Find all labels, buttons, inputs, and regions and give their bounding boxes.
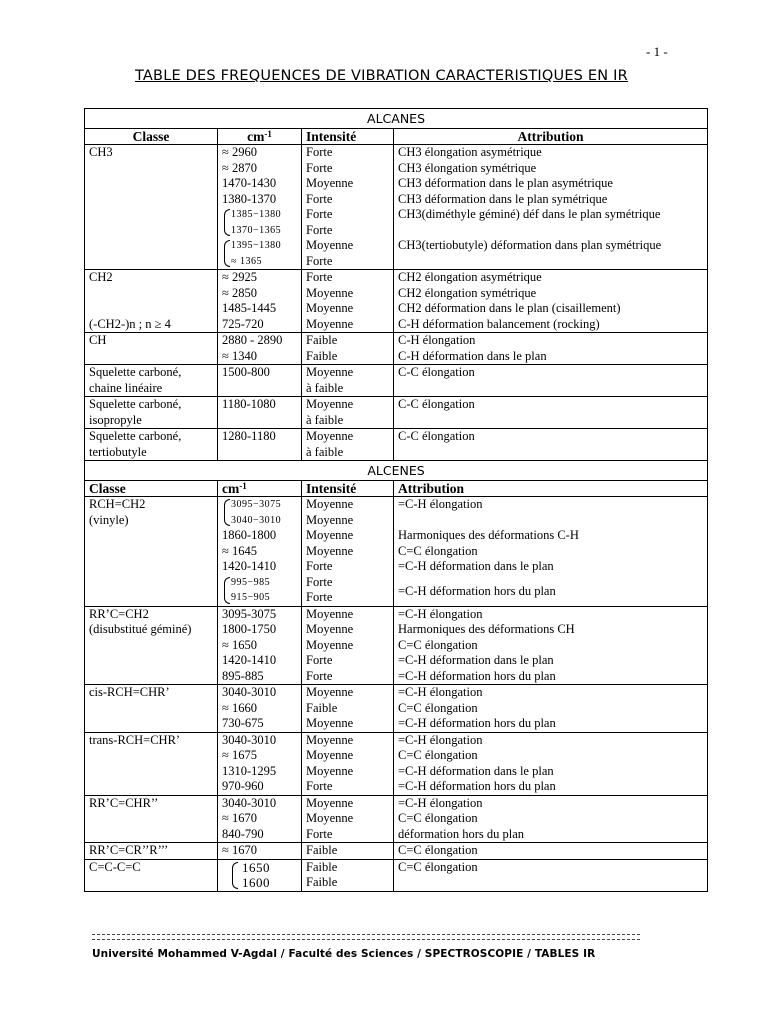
- brace-group: [222, 238, 297, 269]
- classe-line: (vinyle): [89, 512, 129, 527]
- cell-line: C-H élongation: [398, 333, 476, 347]
- classe-line: RCH=CH2: [89, 497, 146, 511]
- cell-frequency: [218, 365, 302, 397]
- cell-line: Moyenne: [306, 732, 354, 747]
- cell-classe: [85, 497, 218, 607]
- cell-intensity: [302, 397, 394, 429]
- cell-attribution: [394, 270, 708, 333]
- cell-line: Faible: [306, 859, 338, 874]
- cell-line: 1500-800: [222, 365, 270, 379]
- cell-line: Moyenne: [306, 397, 354, 411]
- cell-line: Moyenne: [306, 497, 354, 511]
- cell-line: ≈ 1670: [222, 811, 257, 825]
- cell-line: Moyenne: [306, 685, 354, 699]
- brace-group: [222, 497, 297, 528]
- table-row: [85, 843, 708, 860]
- cell-line: Moyenne: [306, 622, 354, 636]
- table-row: [85, 685, 708, 733]
- table-row: [85, 145, 708, 270]
- cell-line: Faible: [306, 700, 338, 715]
- cell-line: ≈ 2925: [222, 270, 257, 284]
- classe-line: trans-RCH=CHR’: [89, 732, 181, 747]
- cell-intensity: [302, 732, 394, 795]
- classe-line: (-CH2-)n ; n ≥ 4: [89, 316, 171, 331]
- cell-line: C-C élongation: [398, 429, 475, 443]
- cell-frequency: [218, 606, 302, 685]
- cell-line: =C-H déformation dans le plan: [398, 763, 554, 778]
- cell-line: C=C élongation: [398, 843, 478, 857]
- cell-line: ≈ 1660: [222, 700, 257, 715]
- cell-classe: [85, 795, 218, 843]
- cell-line: Moyenne: [306, 716, 354, 730]
- cell-line: Forte: [306, 668, 333, 683]
- table-row: [85, 732, 708, 795]
- cell-line: 1380-1370: [222, 191, 277, 206]
- cell-line: Moyenne: [306, 301, 354, 315]
- brace-line: 1370−1365: [231, 224, 282, 236]
- cell-intensity: [302, 145, 394, 270]
- classe-line: RR’C=CHR’’: [89, 795, 159, 810]
- cell-line: 725-720: [222, 316, 264, 331]
- cell-line: =C-H déformation hors du plan: [398, 716, 556, 730]
- cell-line: Forte: [306, 222, 333, 237]
- cell-line: 1470-1430: [222, 176, 277, 190]
- table-row: [85, 365, 708, 397]
- cell-line: Forte: [306, 559, 333, 573]
- brace-group: [222, 575, 297, 606]
- cell-intensity: [302, 333, 394, 365]
- cell-frequency: [218, 859, 302, 891]
- cell-classe: [85, 843, 218, 860]
- classe-line: Squelette carboné,: [89, 365, 182, 379]
- cell-line: Forte: [306, 779, 333, 793]
- brace-line: 1385−1380: [231, 209, 282, 220]
- spacer: [398, 223, 703, 239]
- cell-line: C=C élongation: [398, 859, 478, 874]
- cell-frequency: [218, 732, 302, 795]
- cell-classe: [85, 333, 218, 365]
- cell-classe: [85, 270, 218, 333]
- cell-line: =C-H élongation: [398, 795, 483, 810]
- cell-classe: [85, 397, 218, 429]
- cell-line: CH2 déformation dans le plan (cisaillement): [398, 301, 621, 315]
- cell-line: CH3 déformation dans le plan asymétrique: [398, 176, 613, 190]
- cell-line: Moyenne: [306, 238, 354, 252]
- cell-frequency: [218, 333, 302, 365]
- cell-frequency: [218, 843, 302, 860]
- cell-frequency: [218, 685, 302, 733]
- cell-line: Forte: [306, 590, 333, 604]
- section-title: ALCANES: [85, 109, 708, 129]
- cell-line: Harmoniques des déformations CH: [398, 622, 575, 636]
- cell-line: à faible: [306, 412, 344, 427]
- cell-line: =C-H déformation hors du plan: [398, 668, 556, 683]
- brace-line: 915−905: [231, 592, 271, 603]
- cell-line: Moyenne: [306, 528, 354, 542]
- header-cm-sup: -1: [239, 480, 247, 491]
- header-cm: [218, 128, 302, 145]
- cell-line: Moyenne: [306, 543, 354, 558]
- cell-line: ≈ 1670: [222, 843, 257, 857]
- brace-line: 3040−3010: [231, 514, 282, 526]
- cell-attribution: [394, 732, 708, 795]
- cell-line: 895-885: [222, 668, 264, 683]
- cell-line: Forte: [306, 653, 333, 667]
- cell-line: C-C élongation: [398, 397, 475, 411]
- brace-line: 1395−1380: [231, 240, 282, 251]
- cell-intensity: [302, 795, 394, 843]
- brace-line: 1650: [242, 859, 270, 875]
- cell-line: Faible: [306, 333, 338, 347]
- cell-intensity: [302, 606, 394, 685]
- table-row: [85, 333, 708, 365]
- page-number: - 1 -: [646, 44, 668, 59]
- cell-line: Forte: [306, 270, 333, 284]
- cell-line: 730-675: [222, 716, 264, 730]
- table-row: [85, 859, 708, 891]
- header-cm-sup: -1: [264, 128, 272, 139]
- classe-line: CH: [89, 333, 107, 347]
- section-row: [85, 109, 708, 129]
- cell-line: CH3 élongation symétrique: [398, 160, 537, 175]
- cell-line: Moyenne: [306, 429, 354, 443]
- cell-frequency: [218, 429, 302, 461]
- cell-intensity: [302, 497, 394, 607]
- cell-line: 970-960: [222, 779, 264, 793]
- cell-line: Moyenne: [306, 176, 354, 190]
- column-header-row: [85, 128, 708, 145]
- classe-line: (disubstitué géminé): [89, 622, 192, 636]
- cell-line: =C-H élongation: [398, 606, 483, 621]
- cell-line: C=C élongation: [398, 543, 478, 558]
- header-cm: [218, 480, 302, 497]
- cell-intensity: [302, 843, 394, 860]
- cell-classe: [85, 685, 218, 733]
- header-intensite: Intensité: [302, 480, 394, 497]
- cell-line: C=C élongation: [398, 748, 478, 762]
- brace-line: 995−985: [231, 576, 271, 588]
- cell-frequency: [218, 397, 302, 429]
- cell-line: ≈ 2960: [222, 145, 257, 159]
- header-attribution: Attribution: [394, 128, 708, 145]
- cell-line: CH3 élongation asymétrique: [398, 145, 542, 159]
- page-footer: Université Mohammed V-Agdal / Faculté des Sciences / SPECTROSCOPIE / TABLES IR: [92, 948, 596, 960]
- cell-line: CH2 élongation asymétrique: [398, 270, 542, 284]
- classe-line: Squelette carboné,: [89, 429, 182, 443]
- cell-line: =C-H déformation dans le plan: [398, 559, 554, 573]
- table-row: [85, 606, 708, 685]
- cell-classe: [85, 365, 218, 397]
- cell-attribution: [394, 145, 708, 270]
- header-cm-label: cm: [247, 128, 265, 144]
- cell-classe: [85, 732, 218, 795]
- cell-line: 3040-3010: [222, 732, 277, 747]
- classe-line: C=C-C=C: [89, 859, 141, 874]
- cell-line: à faible: [306, 444, 344, 459]
- cell-intensity: [302, 365, 394, 397]
- header-attribution: Attribution: [394, 480, 708, 497]
- cell-line: Forte: [306, 253, 333, 268]
- spacer: [89, 301, 213, 317]
- cell-attribution: [394, 795, 708, 843]
- cell-line: C=C élongation: [398, 811, 478, 825]
- cell-line: 3095-3075: [222, 606, 277, 621]
- cell-line: 1800-1750: [222, 622, 277, 636]
- cell-attribution: [394, 497, 708, 607]
- cell-line: CH2 élongation symétrique: [398, 285, 537, 300]
- cell-line: Harmoniques des déformations C-H: [398, 528, 579, 542]
- cell-line: Moyenne: [306, 316, 354, 331]
- cell-line: 840-790: [222, 826, 264, 841]
- cell-line: Moyenne: [306, 763, 354, 778]
- cell-line: Moyenne: [306, 748, 354, 762]
- cell-intensity: [302, 429, 394, 461]
- cell-line: Moyenne: [306, 637, 354, 652]
- classe-line: cis-RCH=CHR’: [89, 685, 170, 699]
- cell-line: 1860-1800: [222, 528, 277, 542]
- cell-line: 2880 - 2890: [222, 333, 283, 347]
- cell-attribution: [394, 606, 708, 685]
- cell-attribution: [394, 397, 708, 429]
- cell-line: Moyenne: [306, 512, 354, 527]
- cell-line: 1280-1180: [222, 429, 276, 443]
- brace-line: 3095−3075: [231, 499, 282, 510]
- cell-line: 1485-1445: [222, 301, 277, 315]
- classe-line: tertiobutyle: [89, 444, 147, 459]
- cell-line: CH3 déformation dans le plan symétrique: [398, 191, 608, 206]
- cell-line: =C-H élongation: [398, 732, 483, 747]
- brace-line: 1600: [242, 875, 270, 890]
- cell-line: Forte: [306, 826, 333, 841]
- cell-line: Forte: [306, 207, 333, 221]
- brace-group: [230, 860, 297, 891]
- cell-attribution: [394, 429, 708, 461]
- page-title: TABLE DES FREQUENCES DE VIBRATION CARACTERISTIQUES EN IR: [135, 68, 628, 84]
- cell-line: C-C élongation: [398, 365, 475, 379]
- classe-line: CH2: [89, 270, 113, 284]
- cell-attribution: [394, 859, 708, 891]
- cell-intensity: [302, 685, 394, 733]
- cell-line: Forte: [306, 145, 333, 159]
- cell-line: Faible: [306, 875, 338, 889]
- header-classe: Classe: [85, 480, 218, 497]
- ir-frequency-table: [84, 108, 708, 892]
- classe-line: RR’C=CH2: [89, 606, 149, 621]
- cell-intensity: [302, 270, 394, 333]
- cell-line: ≈ 1675: [222, 748, 257, 762]
- cell-classe: [85, 429, 218, 461]
- cell-line: C=C élongation: [398, 700, 478, 715]
- cell-frequency: [218, 795, 302, 843]
- cell-line: Moyenne: [306, 365, 354, 379]
- spacer: [89, 286, 213, 302]
- cell-line: Moyenne: [306, 795, 354, 810]
- header-cm-label: cm: [222, 480, 240, 496]
- cell-frequency: [218, 145, 302, 270]
- cell-line: Faible: [306, 348, 338, 363]
- table-row: [85, 397, 708, 429]
- table-row: [85, 795, 708, 843]
- cell-line: à faible: [306, 380, 344, 395]
- cell-line: =C-H déformation hors du plan: [398, 583, 556, 598]
- cell-attribution: [394, 365, 708, 397]
- cell-line: CH3(tertiobutyle) déformation dans plan symétrique: [398, 238, 662, 252]
- header-classe: Classe: [85, 128, 218, 145]
- table-row: [85, 497, 708, 607]
- cell-line: C-H déformation dans le plan: [398, 348, 547, 363]
- classe-line: isopropyle: [89, 412, 142, 427]
- brace-group: [222, 207, 297, 238]
- classe-line: RR’C=CR’’R’’’: [89, 843, 169, 857]
- cell-line: =C-H déformation hors du plan: [398, 779, 556, 793]
- cell-classe: [85, 145, 218, 270]
- cell-line: ≈ 1650: [222, 637, 257, 652]
- cell-attribution: [394, 333, 708, 365]
- cell-attribution: [394, 685, 708, 733]
- cell-line: C=C élongation: [398, 637, 478, 652]
- cell-intensity: [302, 859, 394, 891]
- cell-line: C-H déformation balancement (rocking): [398, 316, 600, 331]
- cell-line: 1180-1080: [222, 397, 276, 411]
- brace-line: ≈ 1365: [231, 255, 262, 267]
- cell-line: Moyenne: [306, 606, 354, 621]
- classe-line: CH3: [89, 145, 113, 159]
- cell-line: Forte: [306, 160, 333, 175]
- cell-line: CH3(diméthyle géminé) déf dans le plan symétrique: [398, 207, 661, 221]
- cell-line: =C-H élongation: [398, 497, 483, 511]
- cell-frequency: [218, 270, 302, 333]
- cell-line: ≈ 2870: [222, 160, 257, 175]
- footer-divider: [92, 934, 640, 940]
- section-title: ALCENES: [85, 461, 708, 481]
- cell-line: Faible: [306, 843, 338, 857]
- classe-line: Squelette carboné,: [89, 397, 182, 411]
- cell-attribution: [394, 843, 708, 860]
- cell-classe: [85, 859, 218, 891]
- header-intensite: Intensité: [302, 128, 394, 145]
- cell-line: 3040-3010: [222, 685, 277, 699]
- column-header-row: [85, 480, 708, 497]
- cell-line: ≈ 1645: [222, 543, 257, 558]
- cell-line: Moyenne: [306, 285, 354, 300]
- spacer: [398, 513, 703, 529]
- cell-classe: [85, 606, 218, 685]
- section-row: [85, 461, 708, 481]
- cell-line: =C-H déformation dans le plan: [398, 653, 554, 667]
- cell-line: déformation hors du plan: [398, 826, 525, 841]
- cell-line: ≈ 1340: [222, 348, 257, 363]
- classe-line: chaine linéaire: [89, 380, 163, 395]
- cell-line: Forte: [306, 574, 333, 589]
- cell-frequency: [218, 497, 302, 607]
- cell-line: ≈ 2850: [222, 285, 257, 300]
- table-row: [85, 270, 708, 333]
- cell-line: 1310-1295: [222, 763, 277, 778]
- cell-line: Moyenne: [306, 811, 354, 825]
- cell-line: Forte: [306, 191, 333, 206]
- cell-line: 1420-1410: [222, 559, 277, 573]
- table-row: [85, 429, 708, 461]
- cell-line: =C-H élongation: [398, 685, 483, 699]
- spacer: [398, 575, 703, 584]
- cell-line: 1420-1410: [222, 653, 277, 667]
- cell-line: 3040-3010: [222, 795, 277, 810]
